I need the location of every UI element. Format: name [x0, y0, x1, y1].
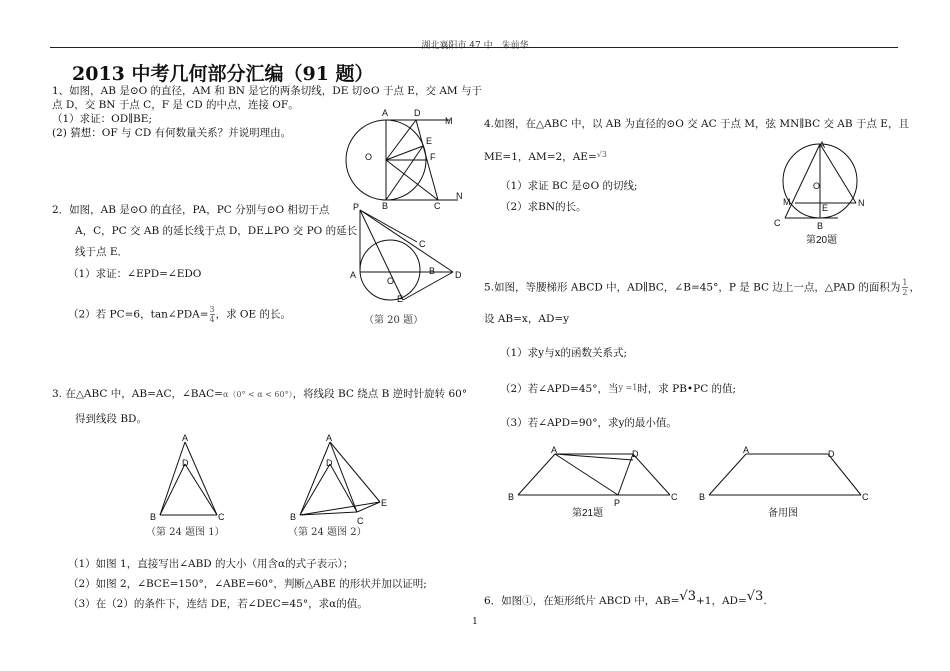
p3-f2-label-E: E: [381, 498, 388, 508]
p5-question2: [500, 381, 736, 396]
p6-prefix: 6．如图①，在矩形纸片 ABCD 中，AB=: [484, 595, 680, 607]
p5-line1-text: 5.如图，等腰梯形 ABCD 中，AD∥BC，∠B=45°，P 是 BC 边上一点，△PAD 的面积为: [484, 281, 901, 294]
p5-caption1: 第21题: [572, 508, 604, 519]
p1-question1: （1）求证：OD∥BE;: [52, 113, 152, 125]
p5-f1-label-B: B: [508, 492, 515, 502]
p4-figure: [770, 136, 870, 234]
p2-frac-num: 3: [209, 305, 215, 314]
p3-f1-label-C: C: [218, 512, 225, 522]
p5-f2-label-B: B: [699, 492, 706, 502]
p2-question2: [68, 305, 291, 324]
p2-label-E: E: [397, 294, 404, 304]
p2-label-A: A: [350, 270, 357, 280]
p2-question1: （1）求证：∠EPD=∠EDO: [68, 268, 202, 280]
p1-label-F: F: [430, 152, 436, 162]
p5-fraction: [902, 278, 907, 297]
p1-label-E: E: [426, 136, 433, 146]
p4-question2: （2）求BN的长。: [500, 201, 587, 213]
p6-line: [484, 590, 767, 608]
p2-fraction: [210, 305, 215, 324]
p1-question2: (2) 猜想：OF 与 CD 有何数量关系？并说明理由。: [52, 127, 292, 139]
p4-label-C: C: [774, 218, 781, 228]
p3-alpha-range: α（0° < α < 60°）: [222, 390, 293, 399]
p3-f2-label-C: C: [357, 516, 364, 526]
p1-label-D: D: [414, 108, 421, 118]
p4-question1: （1）求证 BC 是⊙O 的切线;: [500, 180, 638, 192]
p5-f2-label-D: D: [828, 449, 835, 459]
p3-f2-label-D: D: [326, 458, 333, 468]
p2-label-P: P: [353, 202, 360, 212]
p2-q2-suffix: ，求 OE 的长。: [215, 308, 292, 321]
p1-label-O: O: [365, 152, 373, 162]
p2-line2: A，C，PC 交 AB 的延长线于点 D，DE⊥PO 交 PO 的延长: [75, 225, 358, 237]
p5-q2-suffix: 时，求 PB•PC 的值;: [637, 383, 737, 395]
p6-sqrt1: √3: [679, 589, 696, 604]
p2-label-B: B: [429, 266, 436, 276]
p2-line3: 线于点 E．: [75, 246, 129, 258]
p2-label-O: O: [387, 276, 395, 286]
page-header: 湖北襄阳市 47 中 朱前华: [421, 41, 529, 51]
p5-line2: 设 AB=x，AD=y: [484, 313, 570, 325]
p3-question2: （2）如图 2，∠BCE=150°，∠ABE=60°，判断△ABE 的形状并加以证明;: [68, 578, 427, 590]
p2-frac-den: 4: [209, 315, 215, 324]
p5-f1-label-P: P: [614, 498, 621, 508]
p4-label-N: N: [858, 198, 865, 208]
p1-label-A: A: [382, 108, 389, 118]
p5-frac-den: 2: [902, 288, 908, 297]
p2-q2-prefix: （2）若 PC=6，tan∠PDA=: [68, 308, 209, 321]
p3-line1: [52, 387, 467, 402]
page-number: 1: [472, 617, 478, 627]
p5-f2-label-A: A: [743, 445, 750, 455]
p5-line1: [484, 278, 920, 297]
p3-figure2: [285, 432, 395, 527]
p1-figure: [340, 104, 475, 212]
p5-frac-num: 1: [902, 278, 908, 287]
p3-line1-prefix: 3. 在△ABC 中，AB=AC，∠BAC=: [52, 388, 223, 400]
p2-label-C: C: [419, 239, 426, 249]
p5-question3: （3）若∠APD=90°，求y的最小值。: [500, 417, 677, 429]
header-rule: [50, 47, 898, 48]
p4-label-M: M: [783, 197, 791, 207]
page-title: 2013 中考几何部分汇编（91 题）: [72, 63, 374, 85]
p1-label-B: B: [382, 201, 389, 211]
p3-question3: （3）在（2）的条件下，连结 DE，若∠DEC=45°，求α的值。: [68, 598, 368, 610]
p1-label-C: C: [434, 201, 441, 211]
p6-end: .: [763, 595, 767, 607]
p3-line1-suffix: ，将线段 BC 绕点 B 逆时针旋转 60°: [292, 388, 468, 400]
p5-question1: （1）求y与x的函数关系式;: [500, 347, 628, 359]
p3-caption2: （第 24 题图 2）: [288, 527, 367, 538]
p5-q2-prefix: （2）若∠APD=45°，当: [500, 383, 619, 395]
p3-f1-label-A: A: [182, 433, 189, 443]
p5-f1-label-A: A: [551, 445, 558, 455]
p2-caption: （第 20 题）: [364, 315, 424, 326]
p3-f2-label-B: B: [290, 512, 297, 522]
p3-f1-label-D: D: [182, 458, 189, 468]
p2-line1: 2．如图，AB 是⊙O 的直径，PA，PC 分别与⊙O 相切于点: [52, 204, 330, 216]
p1-label-N: N: [456, 191, 463, 201]
p2-figure: [343, 200, 473, 312]
p4-label-A: A: [819, 140, 826, 150]
p4-line1: 4.如图，在△ABC 中，以 AB 为直径的⊙O 交 AC 于点 M，弦 MN∥BC 交 AB 于点 E，且: [484, 118, 909, 130]
p4-label-O: O: [813, 181, 821, 191]
p4-label-E: E: [822, 203, 829, 213]
p4-line2: [484, 148, 607, 164]
p3-caption1: （第 24 题图 1）: [146, 527, 225, 538]
p6-mid: +1，AD=: [695, 595, 747, 607]
p1-label-M: M: [445, 116, 453, 126]
p4-label-B: B: [817, 221, 824, 231]
p4-caption: 第20题: [806, 235, 838, 246]
p3-line2: 得到线段 BD。: [75, 413, 147, 425]
p1-line2: 点 D，交 BN 于点 C，F 是 CD 的中点，连接 OF。: [52, 99, 299, 111]
p5-f1-label-D: D: [632, 449, 639, 459]
p5-caption2: 备用图: [768, 508, 798, 519]
p2-label-D: D: [455, 270, 462, 280]
p4-line2-prefix: ME=1，AM=2，AE=: [484, 151, 597, 163]
p3-figure1: [145, 432, 235, 527]
p5-q2-condition: y =1: [618, 383, 638, 392]
p3-f2-label-A: A: [326, 433, 333, 443]
p1-line1: 1、如图，AB 是⊙O 的直径，AM 和 BN 是它的两条切线，DE 切⊙O 于点 E，交 AM 与于: [52, 85, 482, 97]
p5-line1-end: ，: [909, 281, 920, 294]
p4-sqrt3: √3: [596, 150, 607, 159]
p5-f1-label-C: C: [671, 492, 678, 502]
p6-sqrt2: √3: [746, 589, 764, 604]
p3-question1: （1）如图 1，直接写出∠ABD 的大小（用含α的式子表示）；: [68, 558, 354, 570]
p5-f2-label-C: C: [862, 492, 869, 502]
p3-f1-label-B: B: [150, 512, 157, 522]
